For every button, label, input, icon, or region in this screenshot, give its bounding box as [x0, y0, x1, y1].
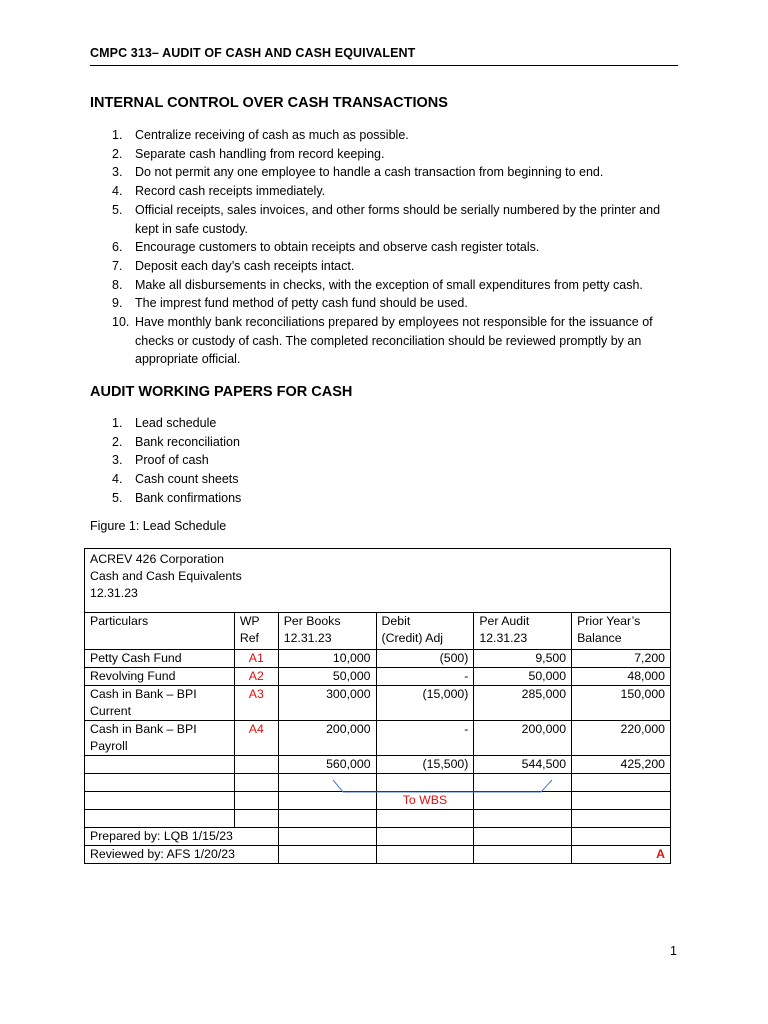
row-per-audit: 285,000	[474, 686, 572, 721]
row-particulars: Cash in Bank – BPI Current	[85, 686, 235, 721]
list-item: 4. Cash count sheets	[112, 472, 239, 487]
list-item: 6. Encourage customers to obtain receipts and observe cash register totals.	[112, 240, 540, 255]
row-per-audit: 200,000	[474, 721, 572, 756]
list-item: 2. Separate cash handling from record keeping.	[112, 146, 385, 161]
to-wbs-note: To WBS	[376, 792, 474, 810]
list-item: 10. Have monthly bank reconciliations prepared by employees not responsible for the issuance of checks or custody of cash. The completed reconciliation should be reviewed promptly by an appropriate official.	[112, 315, 653, 367]
list-item: 1. Lead schedule	[112, 416, 217, 430]
row-per-books: 200,000	[278, 721, 376, 756]
row-per-audit: 9,500	[474, 650, 572, 668]
working-papers-list	[90, 414, 680, 508]
schedule-subject: Cash and Cash Equivalents	[90, 569, 242, 583]
row-prior-year: 150,000	[572, 686, 671, 721]
internal-control-list	[90, 126, 680, 369]
list-item: 5. Official receipts, sales invoices, and other forms should be serially numbered by the printer and kept in safe custody.	[112, 202, 661, 236]
row-particulars: Cash in Bank – BPI Payroll	[85, 721, 235, 756]
row-prior-year: 7,200	[572, 650, 671, 668]
row-adjustment: -	[376, 668, 474, 686]
row-per-books: 50,000	[278, 668, 376, 686]
list-item: 1. Centralize receiving of cash as much as possible.	[112, 128, 409, 142]
row-per-books: 10,000	[278, 650, 376, 668]
row-adjustment: -	[376, 721, 474, 756]
row-wp-ref: A1	[234, 650, 278, 668]
list-item: 4. Record cash receipts immediately.	[112, 184, 326, 199]
row-adjustment: (15,000)	[376, 686, 474, 721]
internal-control-heading: INTERNAL CONTROL OVER CASH TRANSACTIONS	[90, 95, 448, 111]
blank-row	[85, 774, 671, 792]
total-per-books: 560,000	[278, 756, 376, 774]
prepared-row	[85, 828, 671, 846]
row-per-audit: 50,000	[474, 668, 572, 686]
row-wp-ref: A3	[234, 686, 278, 721]
total-per-audit: 544,500	[474, 756, 572, 774]
col-per-audit: Per Audit 12.31.23	[479, 614, 530, 645]
list-item: 3. Do not permit any one employee to handle a cash transaction from beginning to end.	[112, 165, 604, 180]
col-prior-year-balance: Prior Year’s Balance	[577, 614, 641, 645]
total-adjustment: (15,500)	[376, 756, 474, 774]
course-title-header: CMPC 313– AUDIT OF CASH AND CASH EQUIVALENT	[90, 46, 678, 66]
prepared-by: Prepared by: LQB 1/15/23	[85, 828, 279, 846]
list-item: 5. Bank confirmations	[112, 490, 242, 505]
table-header-row	[85, 613, 671, 650]
row-prior-year: 220,000	[572, 721, 671, 756]
list-item: 3. Proof of cash	[112, 453, 209, 468]
row-per-books: 300,000	[278, 686, 376, 721]
reviewed-by: Reviewed by: AFS 1/20/23	[85, 846, 279, 864]
list-item: 9. The imprest fund method of petty cash fund should be used.	[112, 296, 468, 311]
reviewed-row	[85, 846, 671, 864]
col-debit-credit-adj: Debit (Credit) Adj	[381, 614, 444, 645]
table-row	[85, 650, 671, 668]
tickmark-row	[85, 792, 671, 810]
table-row	[85, 721, 671, 756]
reference-mark: A	[572, 846, 671, 864]
list-item: 8. Make all disbursements in checks, with the exception of small expenditures from petty cash.	[112, 277, 643, 292]
table-row	[85, 668, 671, 686]
col-particulars: Particulars	[90, 614, 149, 628]
figure-caption: Figure 1: Lead Schedule	[90, 519, 227, 533]
totals-row	[85, 756, 671, 774]
row-prior-year: 48,000	[572, 668, 671, 686]
schedule-date: 12.31.23	[90, 586, 138, 600]
table-title-row	[85, 549, 671, 613]
lead-schedule-table	[84, 548, 671, 864]
company-name: ACREV 426 Corporation	[90, 552, 224, 566]
row-wp-ref: A4	[234, 721, 278, 756]
total-prior-year: 425,200	[572, 756, 671, 774]
row-adjustment: (500)	[376, 650, 474, 668]
col-per-books: Per Books 12.31.23	[283, 614, 341, 645]
row-particulars: Revolving Fund	[85, 668, 235, 686]
working-papers-heading: AUDIT WORKING PAPERS FOR CASH	[90, 384, 353, 400]
page-number: 1	[670, 944, 677, 958]
row-particulars: Petty Cash Fund	[85, 650, 235, 668]
col-wp-ref: WP Ref	[239, 614, 260, 645]
row-wp-ref: A2	[234, 668, 278, 686]
blank-row	[85, 810, 671, 828]
list-item: 2. Bank reconciliation	[112, 434, 240, 449]
table-row	[85, 686, 671, 721]
list-item: 7. Deposit each day’s cash receipts intact.	[112, 258, 355, 273]
